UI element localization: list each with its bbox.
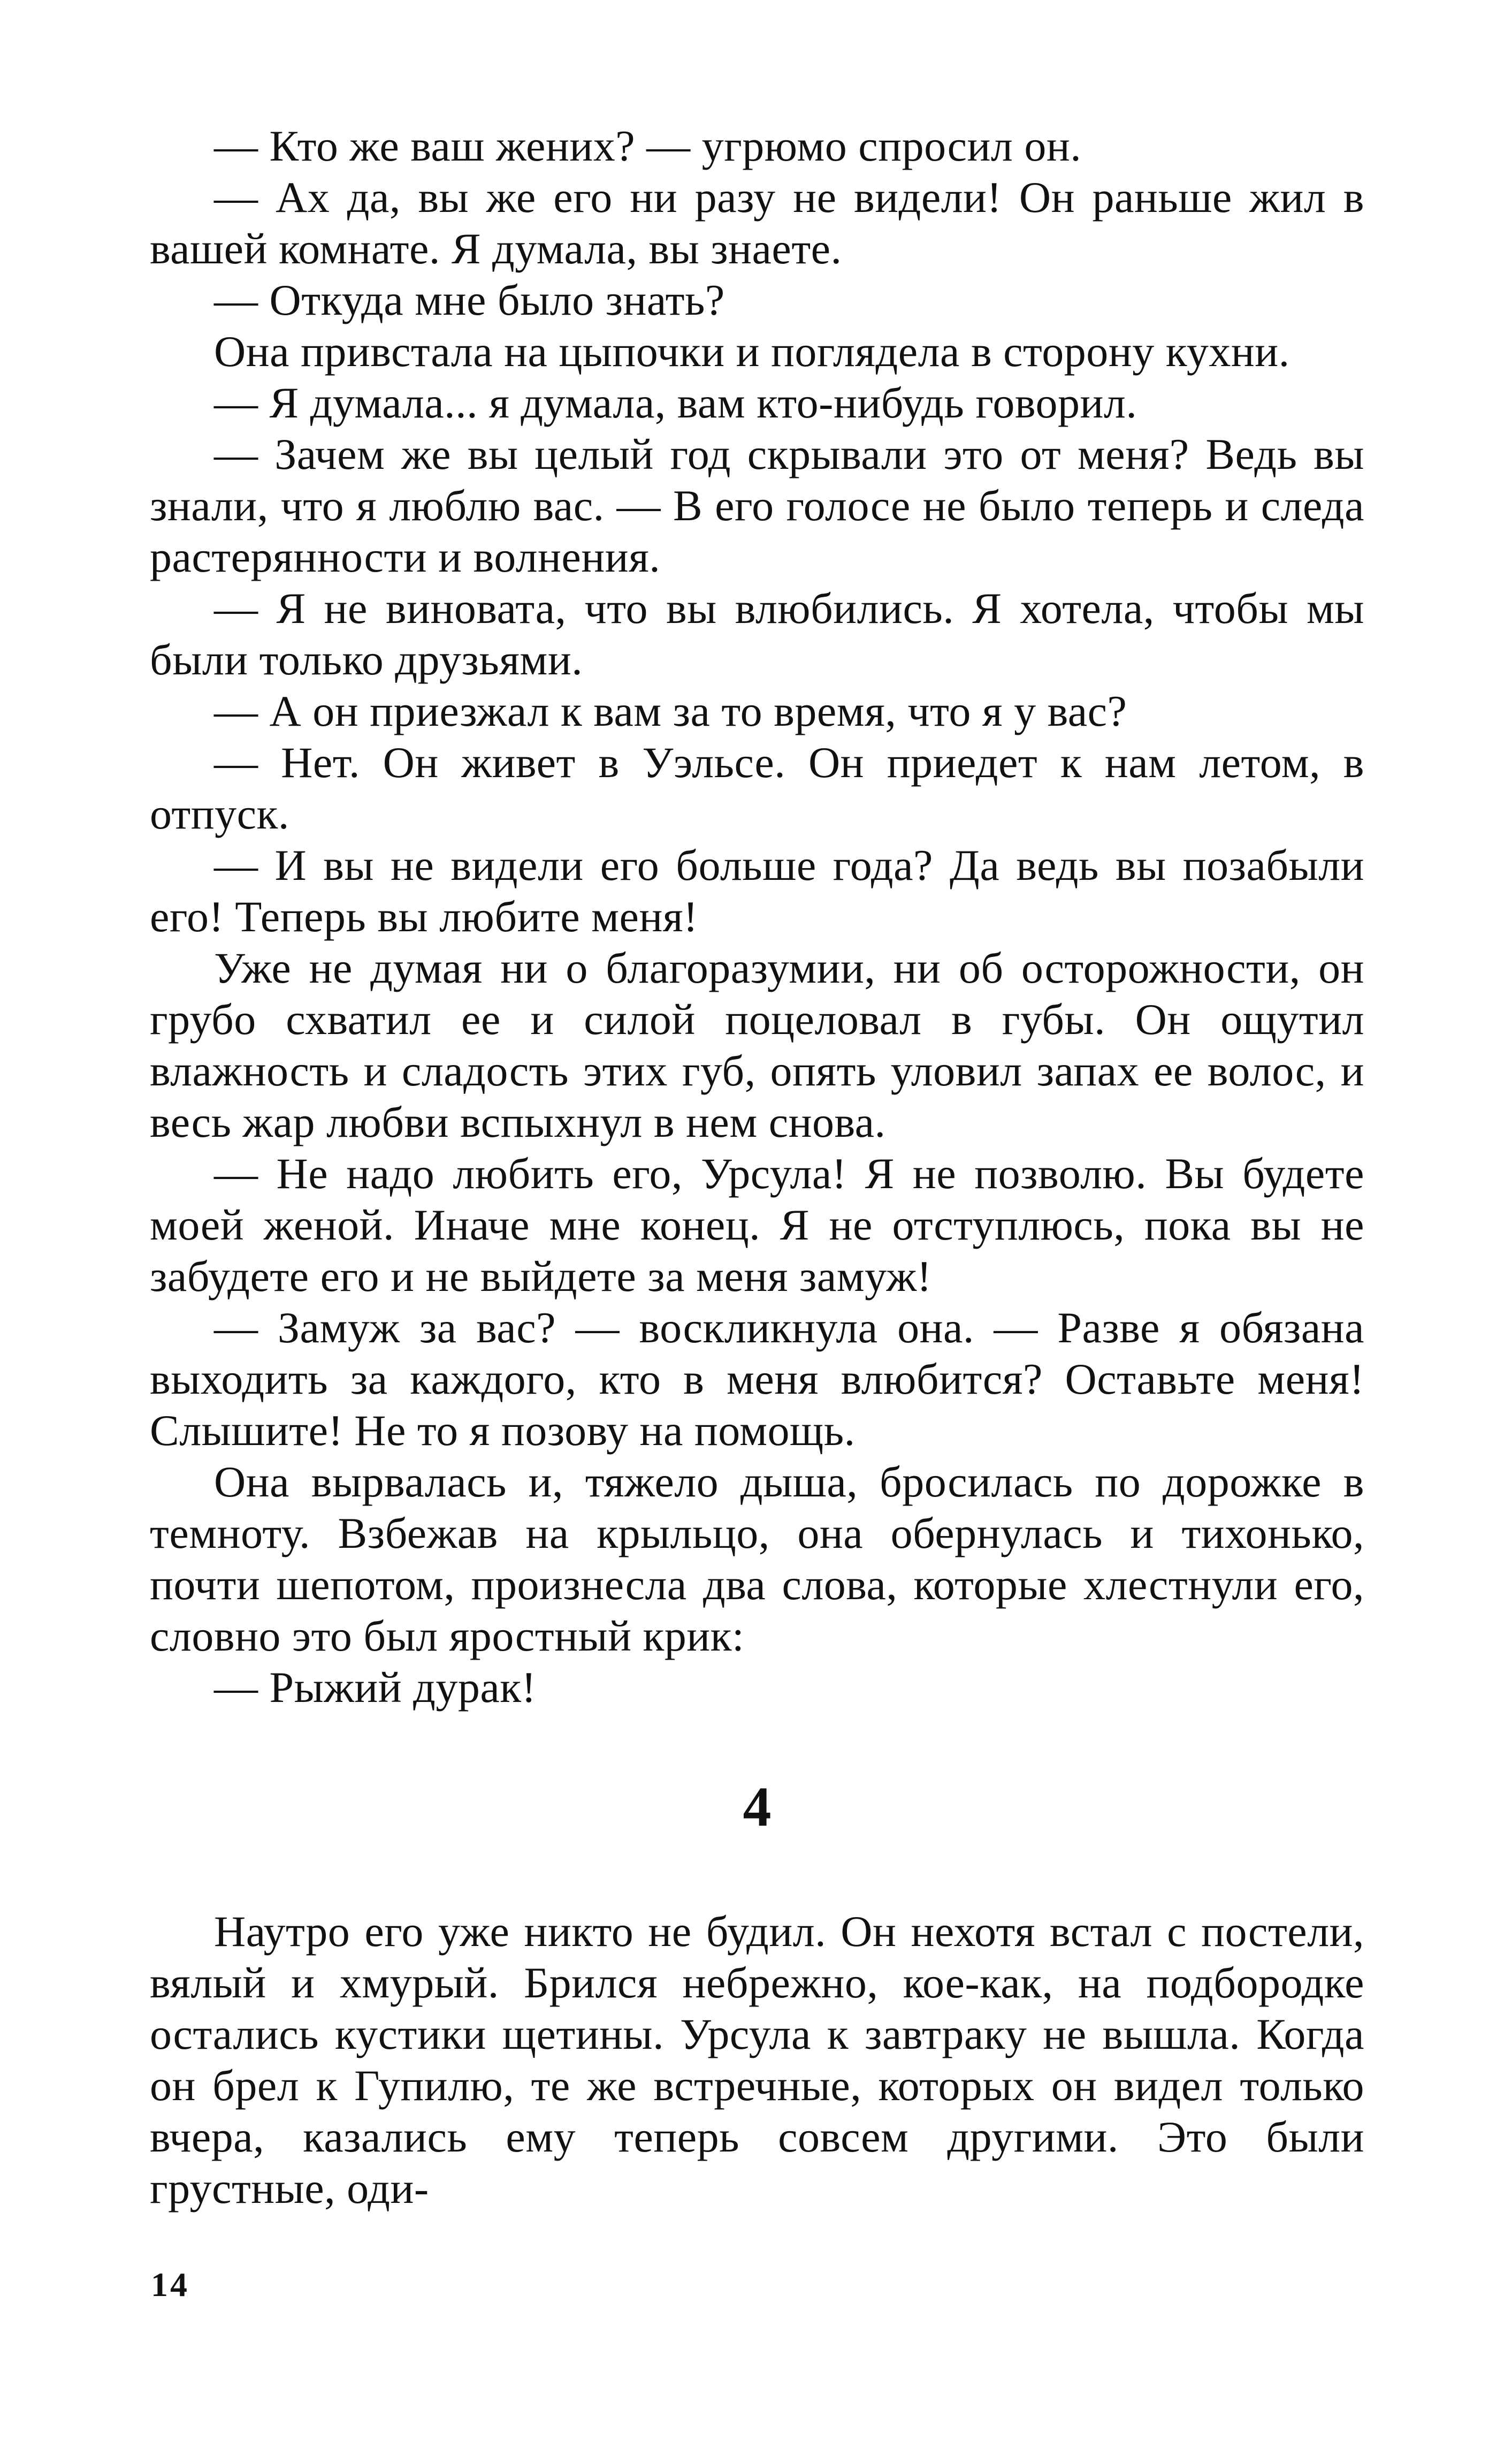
text-block-top [150,120,1364,1713]
paragraph: — Я думала... я думала, вам кто-нибудь говорил. [214,378,1137,427]
paragraph: — Я не виновата, что вы влюбились. Я хотела, чтобы мы были только друзьями. [150,584,1364,684]
paragraph: — А он приезжал к вам за то время, что я у вас? [214,687,1127,735]
paragraph: — Откуда мне было знать? [214,276,725,324]
text-block-bottom [150,1906,1364,2214]
paragraph: Она вырвалась и, тяжело дыша, бросилась по дорожке в темноту. Взбежав на крыльцо, она обернулась и тихонько, почти шепотом, произнесла два слова, которые хлестнули его, словно это был яростный крик: [150,1457,1364,1660]
paragraph: — Замуж за вас? — воскликнула она. — Разве я обязана выходить за каждого, кто в меня влюбится? Оставьте меня! Слышите! Не то я позову на помощь. [150,1303,1364,1455]
paragraph: — Кто же ваш жених? — угрюмо спросил он. [214,121,1082,170]
chapter-number: 4 [743,1775,772,1838]
paragraph: Она привстала на цыпочки и поглядела в сторону кухни. [214,327,1290,376]
paragraph: Уже не думая ни о благоразумии, ни об осторожности, он грубо схватил ее и силой поцеловал в губы. Он ощутил влажность и сладость этих губ, опять уловил запах ее волос, и весь жар любви вспыхнул в нем снова. [150,944,1364,1146]
paragraph: — Рыжий дурак! [214,1663,537,1712]
paragraph: — Зачем же вы целый год скрывали это от меня? Ведь вы знали, что я люблю вас. — В его голосе не было теперь и следа растерянности и волнения. [150,430,1364,581]
paragraph: — Не надо любить его, Урсула! Я не позволю. Вы будете моей женой. Иначе мне конец. Я не отступлюсь, пока вы не забудете его и не выйдете за меня замуж! [150,1149,1364,1301]
page-number: 14 [151,2266,189,2304]
paragraph: — Нет. Он живет в Уэльсе. Он приедет к нам летом, в отпуск. [150,738,1364,838]
paragraph: — И вы не видели его больше года? Да ведь вы позабыли его! Теперь вы любите меня! [150,841,1364,941]
paragraph: Наутро его уже никто не будил. Он нехотя встал с постели, вялый и хмурый. Брился небрежно, кое-как, на подбородке остались кустики щетины. Урсула к завтраку не вышла. Когда он брел к Гупилю, те же встречные, которых он видел только вчера, казались ему теперь совсем другими. Это были грустные, оди- [150,1907,1364,2213]
paragraph: — Ах да, вы же его ни разу не видели! Он раньше жил в вашей комнате. Я думала, вы знаете. [150,173,1364,273]
book-page [150,120,1364,2214]
